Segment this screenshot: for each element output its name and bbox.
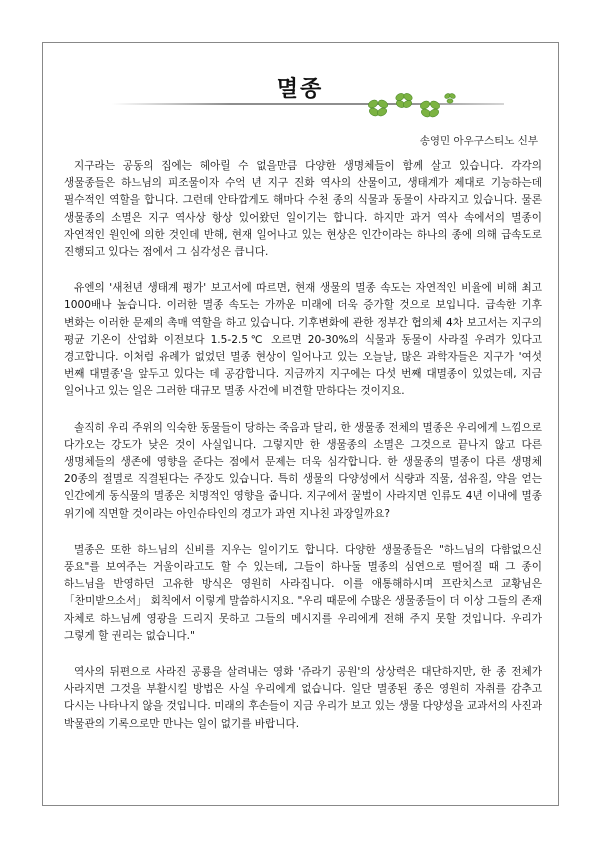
clover-leaves-ornament-icon [360, 88, 460, 122]
paragraph-3: 솔직히 우리 주위의 익숙한 동물들이 당하는 죽음과 달리, 한 생물종 전체의 멸종은 우리에게 느낌으로 다가오는 강도가 낮은 것이 사실입니다. 그렇지만 한 생물종의 소멸은 그것으로 끝나지 않고 다른 생명체들의 생존에 영향을 준다는 점에서 문제는 더욱 심각합니다. 한 생물종의 멸종이 다른 생명체 20종의 절멸로 직결된다는 주장도 있습니다. 특히 생물의 다양성에서 식량과 직물, 섬유질, 약을 얻는 인간에게 동식물의 멸종은 치명적인 영향을 줍니다. 지구에서 꿀벌이 사라지면 인류도 4년 이내에 멸종 위기에 직면할 것이라는 아인슈타인의 경고가 과연 지나친 과장일까요? [64, 421, 542, 520]
article-body [64, 158, 542, 733]
author-byline: 송영민 아우구스티노 신부 [419, 135, 538, 147]
paragraph-2: 유엔의 '새천년 생태계 평가' 보고서에 따르면, 현재 생물의 멸종 속도는 자연적인 비율에 비해 최고 1000배나 높습니다. 이러한 멸종 속도는 가까운 미래에 더욱 증가할 것으로 보입니다. 급속한 기후 변화는 이러한 문제의 촉매 역할을 하고 있습니다. 기후변화에 관한 정부간 협의체 4차 보고서는 지구의 평균 기온이 산업화 이전보다 1.5-2.5℃ 오르면 20-30%의 식물과 동물이 사라질 우려가 있다고 경고합니다. 이처럼 유례가 없었던 멸종 현상이 일어나고 있는 오늘날, 많은 과학자들은 지구가 '여섯 번째 대멸종'을 앞두고 있다는 데 공감합니다. 지금까지 지구에는 다섯 번째 대멸종이 있었는데, 지금 일어나고 있는 일은 그러한 대규모 멸종 사건에 비견할 만하다는 것이지요. [64, 282, 542, 398]
paragraph-4: 멸종은 또한 하느님의 신비를 지우는 일이기도 합니다. 다양한 생물종들은 "하느님의 다함없으신 풍요"를 보여주는 거울이라고도 할 수 있는데, 그들이 하나둘 멸종의 심연으로 떨어질 때 그 종이 하느님을 반영하던 고유한 방식은 영원히 사라집니다. 이를 애통해하시며 프란치스코 교황님은 「찬미받으소서」 회칙에서 이렇게 말씀하시지요. "우리 때문에 수많은 생물종들이 더 이상 그들의 존재 자체로 하느님께 영광을 드리지 못하고 그들의 메시지를 우리에게 전해 주지 못할 것입니다. 우리가 그렇게 할 권리는 없습니다." [64, 543, 542, 642]
paragraph-5: 역사의 뒤편으로 사라진 공룡을 살려내는 영화 '쥬라기 공원'의 상상력은 대단하지만, 한 종 전체가 사라지면 그것을 부활시킬 방법은 사실 우리에게 없습니다. 일단 멸종된 종은 영원히 자취를 감추고 다시는 나타나지 않을 것입니다. 미래의 후손들이 지금 우리가 보고 있는 생물 다양성을 교과서의 사진과 박물관의 기록으로만 만나는 일이 없기를 바랍니다. [64, 666, 542, 730]
page-title: 멸종 [276, 77, 324, 102]
paragraph-1: 지구라는 공동의 집에는 헤아릴 수 없을만큼 다양한 생명체들이 함께 살고 있습니다. 각각의 생물종들은 하느님의 피조물이자 수억 년 지구 진화 역사의 산물이고, 생태계가 제대로 기능하는데 필수적인 역할을 합니다. 그런데 안타깝게도 해마다 수천 종의 식물과 동물이 사라지고 있습니다. 물론 생물종의 소멸은 지구 역사상 항상 있어왔던 일이기는 합니다. 하지만 과거 역사 속에서의 멸종이 자연적인 원인에 의한 것인데 반해, 현재 일어나고 있는 현상은 인간이라는 하나의 종에 의해 급속도로 진행되고 있다는 점에서 그 심각성은 큽니다. [64, 160, 542, 259]
